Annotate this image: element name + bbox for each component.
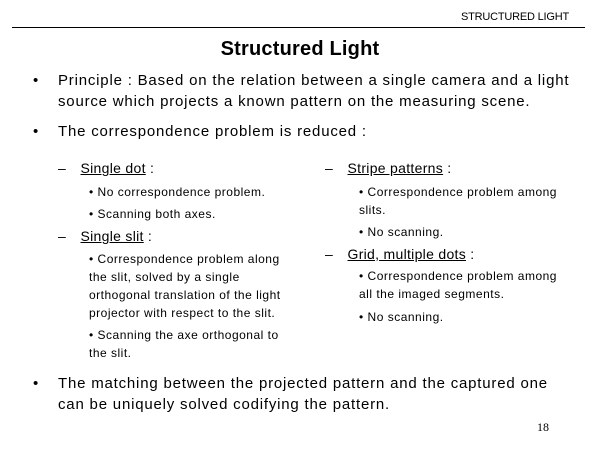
subheading-grid-multiple-dots: – Grid, multiple dots : (325, 246, 475, 262)
left-column (58, 160, 308, 370)
grid-multiple-dots-label: Grid, multiple dots (347, 246, 467, 262)
single-slit-label: Single slit (80, 228, 144, 244)
bullet-marker: • (33, 375, 40, 392)
bullet-principle-line-2: source which projects a known pattern on the measuring scene. (58, 93, 531, 110)
bullet-marker: • (33, 123, 40, 140)
list-item: • Correspondence problem along the slit, solved by a single orthogonal translation of the light projector with respect to the slit. (89, 252, 281, 320)
header-label: STRUCTURED LIGHT (460, 11, 569, 23)
bullet-correspondence (33, 121, 593, 142)
bullet-matching (33, 373, 593, 415)
bullet-correspondence-line-1: The correspondence problem is reduced : (58, 123, 367, 140)
subheading-stripe-patterns: – Stripe patterns : (325, 160, 452, 176)
list-item: • Scanning the axe orthogonal to the slit. (89, 328, 279, 360)
bullet-principle (33, 70, 593, 112)
bullet-marker: • (33, 72, 40, 89)
stripe-patterns-label: Stripe patterns (347, 160, 444, 176)
list-item: • Scanning both axes. (89, 207, 216, 221)
single-dot-label: Single dot (80, 160, 146, 176)
page-number: 18 (537, 420, 549, 434)
list-item: • Correspondence problem among slits. (359, 185, 557, 217)
bullet-principle-line-1: Principle : Based on the relation between a single camera and a light (58, 72, 570, 89)
right-column (325, 160, 590, 330)
slide-title: Structured Light (220, 38, 380, 60)
bullet-matching-line-2: can be uniquely solved codifying the pattern. (58, 396, 391, 413)
list-item: • No correspondence problem. (89, 185, 266, 199)
list-item: • No scanning. (359, 310, 444, 324)
bullet-matching-line-1: The matching between the projected pattern and the captured one (58, 375, 548, 392)
subheading-single-slit: – Single slit : (58, 228, 153, 244)
subheading-single-dot: – Single dot : (58, 160, 155, 176)
list-item: • No scanning. (359, 225, 444, 239)
list-item: • Correspondence problem among all the imaged segments. (359, 269, 557, 301)
header-divider (12, 27, 585, 28)
